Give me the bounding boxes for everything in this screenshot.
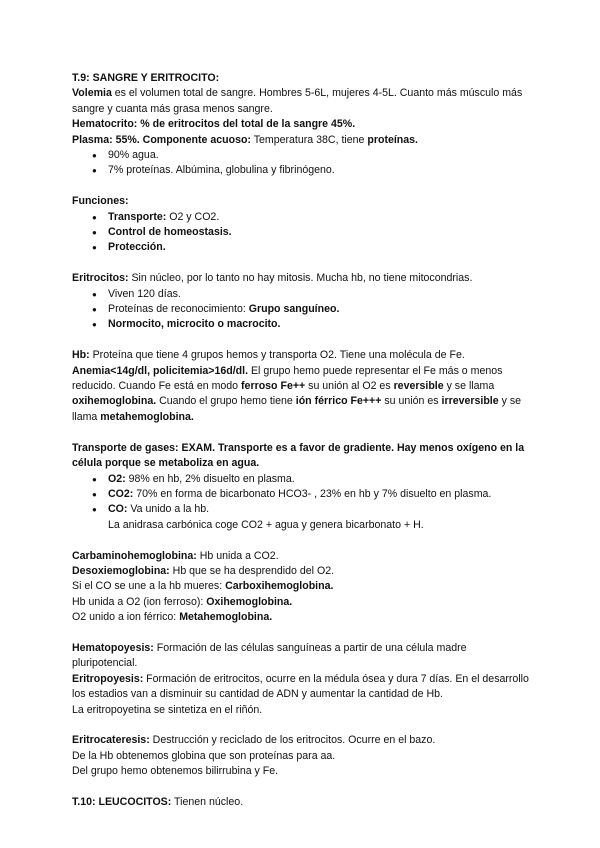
eritropoyetina-line: La eritropoyetina se sintetiza en el riñón. [72, 703, 263, 716]
eritropoyesis-paragraph: Eritropoyesis: Formación de eritrocitos, ocurre en la médula ósea y dura 7 días. En el desarrollo los estadios van a disminuir su cantidad de ADN y aumentar la cantidad de Hb. [72, 672, 529, 701]
globina-line: De la Hb obtenemos globina que son proteínas para aa. [72, 749, 336, 762]
list-item: ● Transporte: O2 y CO2. [72, 210, 532, 225]
desoxi-line: Desoxiemoglobina: Hb que se ha desprendido del O2. [72, 564, 335, 577]
list-item: ● Control de homeostasis. [72, 225, 532, 240]
document-page [72, 71, 532, 810]
list-item: ● Viven 120 días. [72, 287, 532, 302]
list-item: ● CO: Va unido a la hb. [72, 502, 532, 517]
carbamino-line: Carbaminohemoglobina: Hb unida a CO2. [72, 549, 279, 562]
anidrasa-line: La anidrasa carbónica coge CO2 + agua y genera bicarbonato + H. [108, 518, 424, 531]
list-item: ● Proteínas de reconocimiento: Grupo sanguíneo. [72, 302, 532, 317]
gases-list [72, 472, 532, 518]
list-item: ● Normocito, microcito o macrocito. [72, 317, 532, 332]
list-item: ● O2: 98% en hb, 2% disuelto en plasma. [72, 472, 532, 487]
volemia-paragraph: Volemia es el volumen total de sangre. Hombres 5-6L, mujeres 4-5L. Cuanto más músculo más sangre y cuanta más grasa menos sangre. [72, 87, 523, 115]
bilirrubina-line: Del grupo hemo obtenemos bilirrubina y Fe. [72, 765, 279, 778]
carboxi-line: Si el CO se une a la hb mueres: Carboxihemoglobina. [72, 580, 334, 593]
eritrocateresis-line: Eritrocateresis: Destrucción y reciclado de los eritrocitos. Ocurre en el bazo. [72, 734, 436, 747]
section-title-t9: T.9: SANGRE Y ERITROCITO: [72, 72, 220, 84]
meta-line: O2 unido a ion férrico: Metahemoglobina. [72, 611, 273, 624]
list-item: ● CO2: 70% en forma de bicarbonato HCO3- , 23% en hb y 7% disuelto en plasma. [72, 487, 532, 502]
hb-paragraph: Hb: Proteína que tiene 4 grupos hemos y transporta O2. Tiene una molécula de Fe. [72, 349, 465, 362]
list-item: ● 90% agua. [72, 148, 532, 163]
eritrocitos-paragraph: Eritrocitos: Sin núcleo, por lo tanto no hay mitosis. Mucha hb, no tiene mitocondrias. [72, 272, 473, 285]
plasma-line: Plasma: 55%. Componente acuoso: Temperatura 38C, tiene proteínas. [72, 133, 419, 146]
funciones-title: Funciones: [72, 195, 129, 208]
section-title-t10: T.10: LEUCOCITOS: Tienen núcleo. [72, 795, 244, 808]
funciones-list [72, 210, 532, 256]
list-item: ● Protección. [72, 240, 532, 255]
plasma-list [72, 148, 532, 179]
oxi-line: Hb unida a O2 (ion ferroso): Oxihemoglobina. [72, 595, 293, 608]
anemia-paragraph: Anemia<14g/dl, policitemia>16d/dl. El grupo hemo puede representar el Fe más o menos reducido. Cuando Fe está en modo ferroso Fe++ su unión al O2 es reversible y se llama oxihemoglobina. Cuando el grupo hemo tiene ión férrico Fe+++ su unión es irreversible y se llama metahemoglobina. [72, 364, 522, 423]
hematocrito-line: Hematocrito: % de eritrocitos del total de la sangre 45%. [72, 118, 356, 131]
eritrocitos-list [72, 287, 532, 333]
gases-title: Transporte de gases: EXAM. Transporte es a favor de gradiente. Hay menos oxígeno en la célula porque se metaboliza en agua. [72, 441, 525, 470]
list-item: ● 7% proteínas. Albúmina, globulina y fibrinógeno. [72, 163, 532, 178]
hematopoyesis-paragraph: Hematopoyesis: Formación de las células sanguíneas a partir de una célula madre pluripotencial. [72, 641, 467, 670]
